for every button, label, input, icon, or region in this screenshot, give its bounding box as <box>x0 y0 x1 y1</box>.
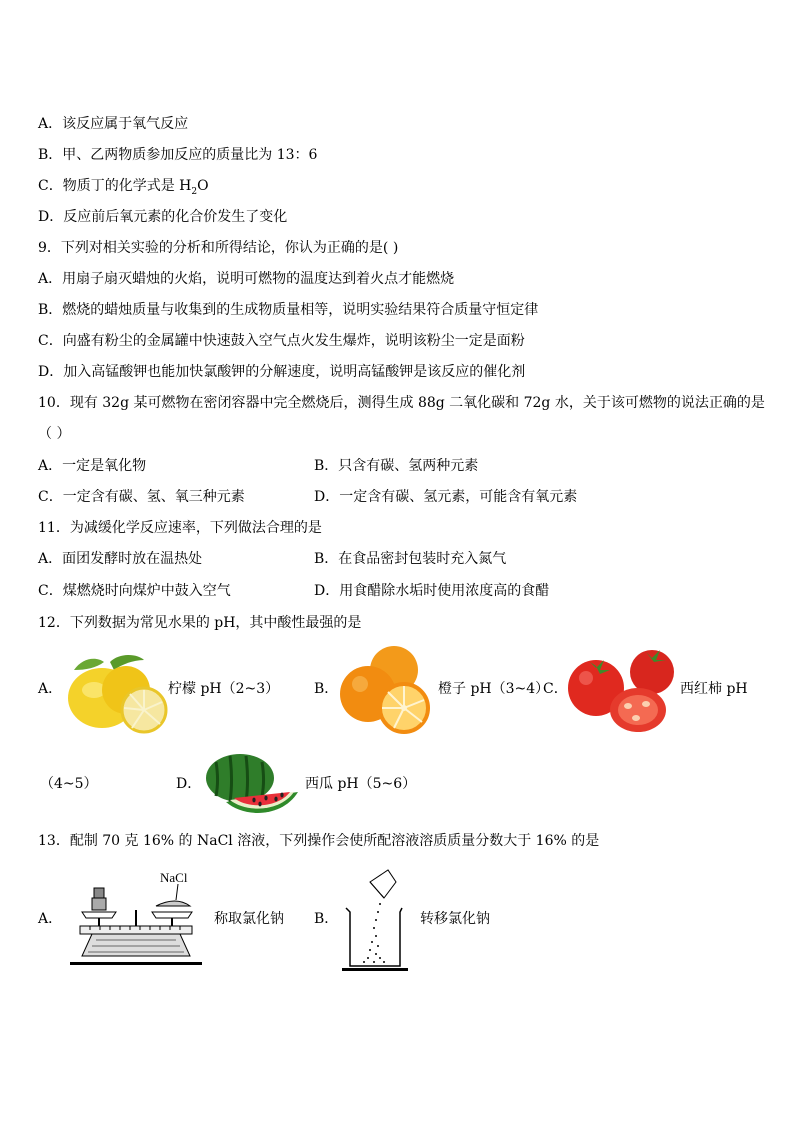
q9-option-b: B．燃烧的蜡烛质量与收集到的生成物质量相等，说明实验结果符合质量守恒定律 <box>38 302 539 318</box>
q8-option-c-subscript: 2 <box>191 186 198 197</box>
q10-option-c: C．一定含有碳、氢、氧三种元素 <box>38 489 245 505</box>
q12-option-a-text: 柠檬 pH（2~3） <box>168 681 280 697</box>
q8-option-c-text-end: O <box>197 178 209 194</box>
q10-stem-bracket: （ ） <box>38 426 71 442</box>
beaker-transfer-image <box>340 868 410 972</box>
q13-option-b-letter: B． <box>314 911 339 927</box>
q13-option-a-text: 称取氯化钠 <box>214 911 284 927</box>
q8-option-b: B．甲、乙两物质参加反应的质量比为 13：6 <box>38 147 318 163</box>
q12-option-b-letter: B． <box>314 681 339 697</box>
q8-option-c-text: C．物质丁的化学式是 H <box>38 178 192 194</box>
q10-option-d: D．一定含有碳、氢元素，可能含有氧元素 <box>314 489 578 505</box>
q9-option-a: A．用扇子扇灭蜡烛的火焰，说明可燃物的温度达到着火点才能燃烧 <box>38 271 455 287</box>
q12-option-b-text: 橙子 pH（3~4） <box>438 681 550 697</box>
q11-option-c: C．煤燃烧时向煤炉中鼓入空气 <box>38 583 231 599</box>
q12-option-c-text: 西红柿 pH <box>680 681 748 697</box>
q10-stem: 10．现有 32g 某可燃物在密闭容器中完全燃烧后，测得生成 88g 二氧化碳和 72g 水，关于该可燃物的说法正确的是 <box>38 395 765 411</box>
q8-option-d: D．反应前后氧元素的化合价发生了变化 <box>38 209 288 225</box>
q11-option-d: D．用食醋除水垢时使用浓度高的食醋 <box>314 583 550 599</box>
q12-stem: 12．下列数据为常见水果的 pH，其中酸性最强的是 <box>38 615 362 631</box>
orange-image <box>338 644 430 736</box>
q8-option-a: A．该反应属于氧气反应 <box>38 116 189 132</box>
q13-option-a-letter: A． <box>38 911 63 927</box>
q13-option-b-text: 转移氯化钠 <box>420 911 490 927</box>
q11-option-a: A．面团发酵时放在温热处 <box>38 551 203 567</box>
nacl-label: NaCl <box>160 870 188 885</box>
q8-option-c <box>38 176 209 202</box>
q13-stem: 13．配制 70 克 16% 的 NaCl 溶液，下列操作会使所配溶液溶质质量分数大于 16% 的是 <box>38 833 600 849</box>
q11-option-b: B．在食品密封包装时充入氮气 <box>314 551 507 567</box>
q10-option-a: A．一定是氧化物 <box>38 458 147 474</box>
q10-option-b: B．只含有碳、氢两种元素 <box>314 458 479 474</box>
q11-stem: 11．为减缓化学反应速率，下列做法合理的是 <box>38 520 322 536</box>
q12-option-c-letter: C． <box>543 681 568 697</box>
balance-scale-image <box>66 866 206 970</box>
q12-option-c-text-cont: （4~5） <box>40 776 98 792</box>
q9-stem: 9．下列对相关实验的分析和所得结论，你认为正确的是( ) <box>38 240 399 256</box>
q12-option-a-letter: A． <box>38 681 63 697</box>
q9-option-c: C．向盛有粉尘的金属罐中快速鼓入空气点火发生爆炸，说明该粉尘一定是面粉 <box>38 333 525 349</box>
q9-option-d: D．加入高锰酸钾也能加快氯酸钾的分解速度，说明高锰酸钾是该反应的催化剂 <box>38 364 526 380</box>
q12-option-d-letter: D． <box>176 776 202 792</box>
watermelon-image <box>204 752 300 818</box>
lemon-image <box>64 650 168 734</box>
q12-option-d-text: 西瓜 pH（5~6） <box>305 776 417 792</box>
tomato-image <box>566 644 676 734</box>
